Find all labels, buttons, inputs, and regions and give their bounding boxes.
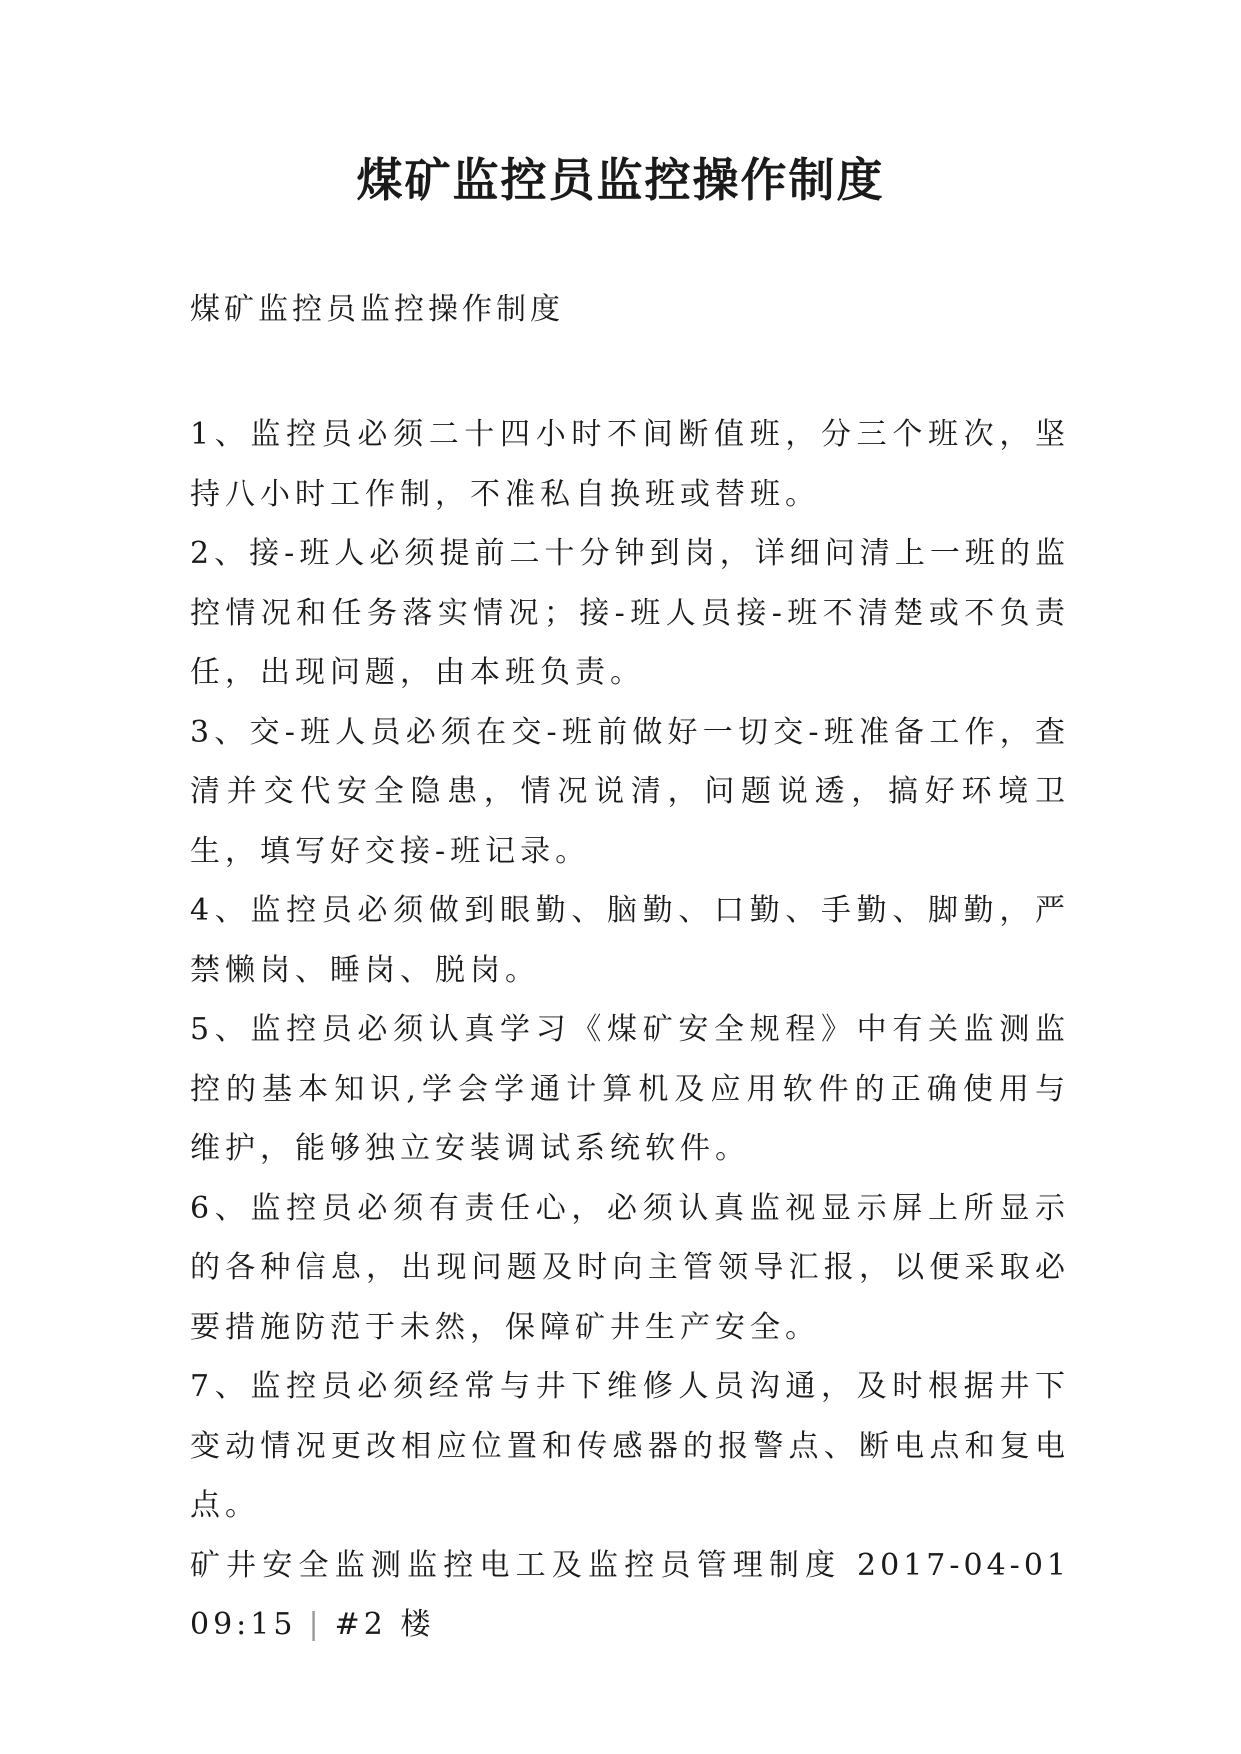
rule-item: 3、交-班人员必须在交-班前做好一切交-班准备工作，查清并交代安全隐患，情况说清，问题说透，搞好环境卫生，填写好交接-班记录。	[190, 714, 1070, 869]
document-title: 煤矿监控员监控操作制度	[356, 153, 885, 207]
post-footer	[190, 1536, 1070, 1655]
rule-item: 7、监控员必须经常与井下维修人员沟通，及时根据井下变动情况更改相应位置和传感器的报警点、断电点和复电点。	[190, 1369, 1070, 1523]
post-separator: |	[308, 1607, 323, 1642]
rules-list	[190, 405, 1070, 1655]
post-meta-text: 矿井安全监测监控电工及监控员管理制度 2017-04-01 09:15	[190, 1547, 1070, 1642]
rule-item: 2、接-班人必须提前二十分钟到岗，详细问清上一班的监控情况和任务落实情况；接-班人员接-班不清楚或不负责任，出现问题，由本班负责。	[190, 536, 1070, 690]
post-floor-number: #2 楼	[334, 1607, 435, 1642]
rule-item: 6、监控员必须有责任心，必须认真监视显示屏上所显示的各种信息，出现问题及时向主管领导汇报，以便采取必要措施防范于未然，保障矿井生产安全。	[190, 1190, 1070, 1345]
rule-item: 5、监控员必须认真学习《煤矿安全规程》中有关监测监控的基本知识,学会学通计算机及应用软件的正确使用与维护，能够独立安装调试系统软件。	[190, 1012, 1070, 1166]
rule-item: 4、监控员必须做到眼勤、脑勤、口勤、手勤、脚勤，严禁懒岗、睡岗、脱岗。	[190, 893, 1070, 988]
rule-item: 1、监控员必须二十四小时不间断值班，分三个班次，坚持八小时工作制，不准私自换班或替班。	[190, 417, 1070, 512]
document-subtitle: 煤矿监控员监控操作制度	[190, 292, 564, 327]
